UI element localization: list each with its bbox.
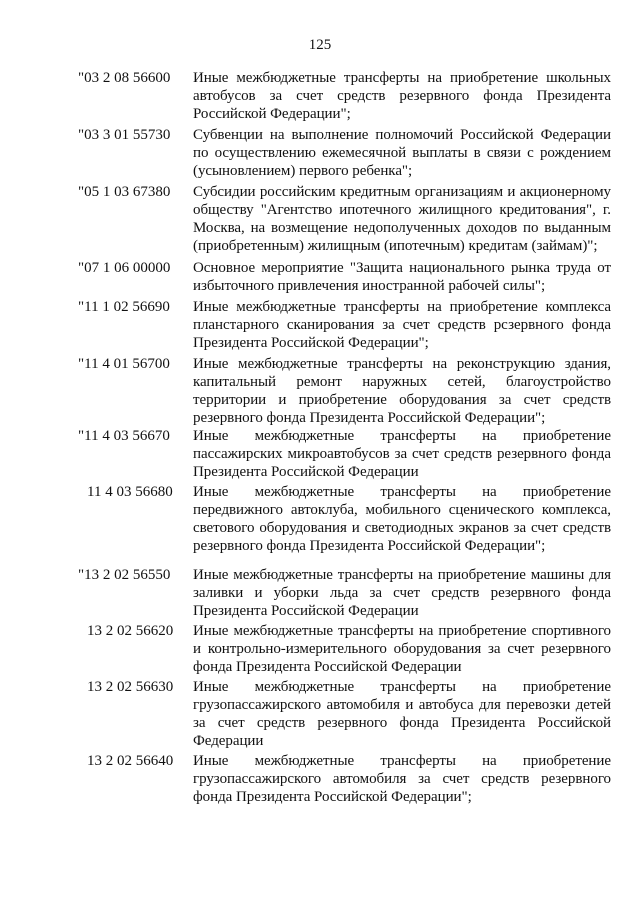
entry-description: Иные межбюджетные трансферты на приобретение школьных автобусов за счет средств резервного фонда Президента Российской Федерации"; <box>193 70 611 122</box>
entry <box>0 483 640 555</box>
entry-code: "03 2 08 56600 <box>78 70 171 86</box>
entry-code: 13 2 02 56620 <box>87 623 174 639</box>
entry-description: Иные межбюджетные трансферты на приобретение грузопассажирского автомобиля за счет средств резервного фонда Президента Российской Федерации"; <box>193 753 611 805</box>
entry <box>0 566 640 620</box>
entry <box>0 69 640 123</box>
entry <box>0 355 640 427</box>
entry-code: "11 1 02 56690 <box>78 299 170 315</box>
entry <box>0 678 640 750</box>
entry-code: "11 4 01 56700 <box>78 356 170 372</box>
entry-code: 13 2 02 56640 <box>87 753 174 769</box>
entry-code: "07 1 06 00000 <box>78 260 171 276</box>
entry <box>0 259 640 295</box>
entry <box>0 622 640 676</box>
entry <box>0 298 640 352</box>
entry-description: Иные межбюджетные трансферты на приобретение пассажирских микроавтобусов за счет средств резервного фонда Президента Российской Федерации <box>193 428 611 480</box>
entry <box>0 126 640 180</box>
entry-code: "13 2 02 56550 <box>78 567 171 583</box>
entry-description: Субвенции на выполнение полномочий Российской Федерации по осуществлению ежемесячной выплаты в связи с рождением (усыновлением) первого ребенка"; <box>193 127 611 179</box>
entry-description: Иные межбюджетные трансферты на приобретение передвижного автоклуба, мобильного сценического комплекса, светового оборудования и светодиодных экранов за счет средств резервного фонда Президента Российской Федерации"; <box>193 484 611 554</box>
entry <box>0 752 640 806</box>
entry-description: Иные межбюджетные трансферты на реконструкцию здания, капитальный ремонт наружных сетей, благоустройство территории и приобретение оборудования за счет средств резервного фонда Президента Российской Федерации"; <box>193 356 611 426</box>
entry-description: Иные межбюджетные трансферты на приобретение спортивного и контрольно-измерительного оборудования за счет резервного фонда Президента Российской Федерации <box>193 623 611 675</box>
entry-description: Субсидии российским кредитным организациям и акционерному обществу "Агентство ипотечного жилищного кредитования", г. Москва, на возмещение недополученных доходов по выданным (приобретенным) жилищным (ипотечным) кредитам (займам)"; <box>193 184 611 254</box>
entry-code: "11 4 03 56670 <box>78 428 170 444</box>
entry-description: Основное мероприятие "Защита национального рынка труда от избыточного привлечения иностранной рабочей силы"; <box>193 260 611 294</box>
entry-description: Иные межбюджетные трансферты на приобретение машины для заливки и уборки льда за счет средств резервного фонда Президента Российской Федерации <box>193 567 611 619</box>
entry-code: 13 2 02 56630 <box>87 679 174 695</box>
entry-list <box>0 69 640 806</box>
entry <box>0 183 640 255</box>
entry-code: 11 4 03 56680 <box>87 484 173 500</box>
entry-code: "05 1 03 67380 <box>78 184 171 200</box>
entry-code: "03 3 01 55730 <box>78 127 171 143</box>
page-number: 125 <box>308 37 332 53</box>
entry-description: Иные межбюджетные трансферты на приобретение грузопассажирского автомобиля и автобуса для перевозки детей за счет средств резервного фонда Президента Российской Федерации <box>193 679 611 749</box>
entry-description: Иные межбюджетные трансферты на приобретение комплекса планстарного сканирования за счет средств рсзервного фонда Президента Российской Федерации"; <box>193 299 611 351</box>
entry <box>0 427 640 481</box>
